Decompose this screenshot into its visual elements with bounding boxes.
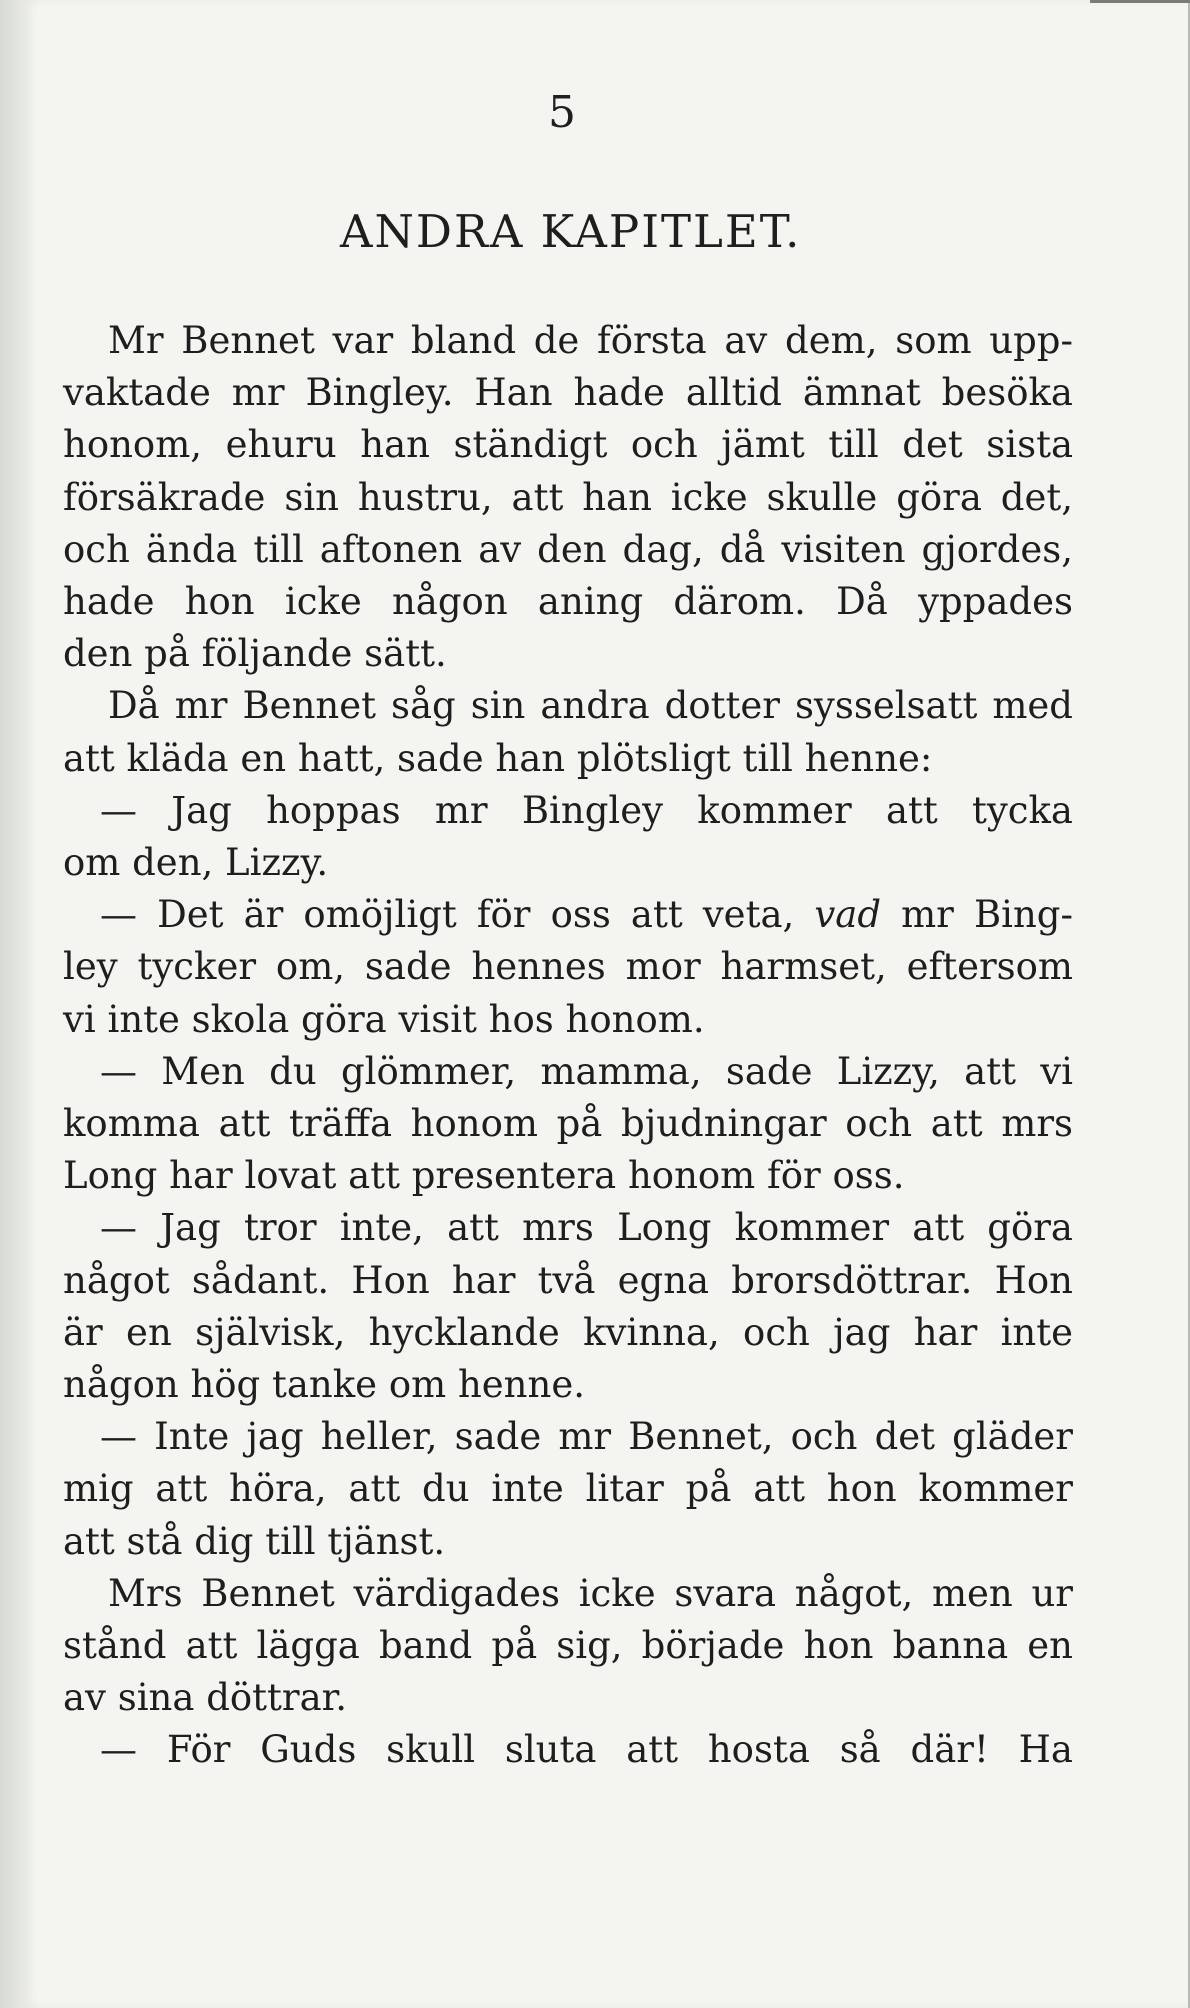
text-line: är en självisk, hycklande kvinna, och jag har inte bbox=[63, 1310, 1073, 1354]
chapter-title: ANDRA KAPITLET. bbox=[340, 205, 802, 258]
text-line: att kläda en hatt, sade han plötsligt till henne: bbox=[63, 736, 933, 780]
text-line: något sådant. Hon har två egna brorsdöttrar. Hon bbox=[63, 1258, 1073, 1302]
text-line: komma att träffa honom på bjudningar och att mrs bbox=[63, 1102, 1073, 1145]
text-line: Long har lovat att presentera honom för oss. bbox=[63, 1154, 905, 1198]
text-line: av sina döttrar. bbox=[63, 1676, 348, 1720]
text-line: — Det är omöjligt för oss att veta, vad mr Bing- bbox=[100, 893, 1073, 937]
text-line: Mr Bennet var bland de första av dem, som upp- bbox=[108, 319, 1073, 362]
text-line: vi inte skola göra visit hos honom. bbox=[63, 997, 705, 1041]
text-line: ley tycker om, sade hennes mor harmset, eftersom bbox=[63, 945, 1073, 989]
italic-emphasis: vad bbox=[814, 893, 882, 937]
page-top-edge bbox=[1090, 0, 1190, 3]
text-line: den på följande sätt. bbox=[63, 632, 447, 676]
text-line: hade hon icke någon aning därom. Då yppades bbox=[63, 580, 1073, 623]
text-line: om den, Lizzy. bbox=[63, 841, 329, 884]
text-line: Mrs Bennet värdigades icke svara något, men ur bbox=[108, 1571, 1073, 1615]
page-gutter bbox=[0, 0, 24, 2008]
text-line: — Inte jag heller, sade mr Bennet, och det gläder bbox=[100, 1415, 1073, 1459]
text-line: — Men du glömmer, mamma, sade Lizzy, att vi bbox=[100, 1049, 1073, 1093]
text-line: och ända till aftonen av den dag, då visiten gjordes, bbox=[63, 527, 1073, 571]
text-line: försäkrade sin hustru, att han icke skulle göra det, bbox=[63, 475, 1073, 519]
text-line: stånd att lägga band på sig, började hon banna en bbox=[63, 1624, 1073, 1667]
text-line: honom, ehuru han ständigt och jämt till det sista bbox=[63, 423, 1073, 467]
text-line: — Jag tror inte, att mrs Long kommer att göra bbox=[100, 1206, 1073, 1250]
text-line: att stå dig till tjänst. bbox=[63, 1519, 446, 1563]
page-number: 5 bbox=[548, 87, 576, 138]
text-line: — Jag hoppas mr Bingley kommer att tycka bbox=[100, 788, 1073, 832]
text-line: vaktade mr Bingley. Han hade alltid ämnat besöka bbox=[63, 371, 1073, 415]
text-line: någon hög tanke om henne. bbox=[63, 1363, 585, 1406]
text-line: — För Guds skull sluta att hosta så där! Ha bbox=[100, 1728, 1073, 1772]
text-line: mig att höra, att du inte litar på att hon kommer bbox=[63, 1467, 1073, 1511]
text-line: Då mr Bennet såg sin andra dotter sysselsatt med bbox=[108, 684, 1073, 728]
